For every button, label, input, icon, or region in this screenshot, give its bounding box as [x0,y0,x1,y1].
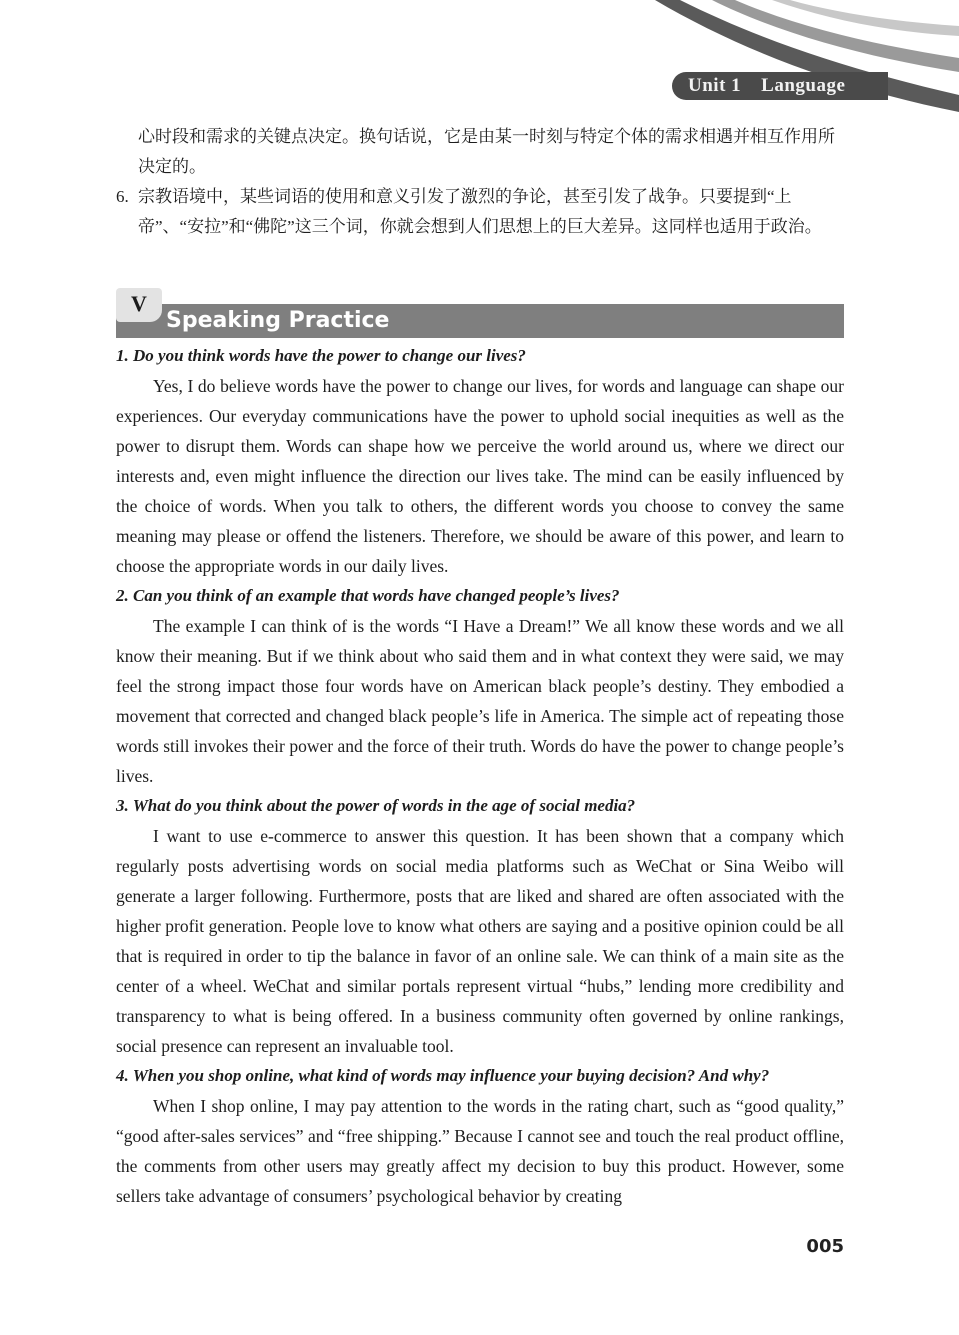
section-title: Speaking Practice [166,308,390,333]
question-2: 2. Can you think of an example that words have changed people’s lives? [116,586,620,605]
page-number: 005 [806,1236,844,1257]
answer-3: I want to use e-commerce to answer this question. It has been shown that a company which regularly posts advertising words on social media platforms such as WeChat or Sina Weibo will generate a larger following. Furthermore, posts that are liked and shared are often associated with the higher profit generation. People love to know what others are saying and a positive opinion could be all that is required in order to tip the balance in favor of an online sale. We can think of a main site as the center of a wheel. WeChat and similar portals represent virtual “hubs,” lending more credibility and transparency to what is being offered. In a business community often governed by online rankings, social presence can represent an invaluable tool. [116,826,844,1056]
unit-label: Unit 1 [688,75,742,96]
question-3: 3. What do you think about the power of words in the age of social media? [116,796,636,815]
answer-2: The example I can think of is the words “I Have a Dream!” We all know these words and we all know their meaning. But if we think about who said them and in what context they were said, we may feel the strong impact those four words have on American black people’s destiny. They embodied a movement that corrected and changed black people’s life in America. The simple act of repeating those words still invokes their power and the force of their truth. Words do have the power to change people’s lives. [116,616,844,786]
unit-title: Language [761,75,846,96]
corner-decoration [0,0,959,140]
chinese-continuation: 心时段和需求的关键点决定。换句话说，它是由某一时刻与特定个体的需求相遇并相互作用所决定的。 [138,127,835,176]
chinese-item-text: 宗教语境中，某些词语的使用和意义引发了激烈的争论，甚至引发了战争。只要提到“上帝”、“安拉”和“佛陀”这三个词，你就会想到人们思想上的巨大差异。这同样也适用于政治。 [138,187,822,236]
question-4: 4. When you shop online, what kind of words may influence your buying decision? And why? [116,1066,770,1085]
chinese-item-6 [116,182,844,242]
question-1: 1. Do you think words have the power to change our lives? [116,346,526,365]
chinese-item-number: 6. [116,187,129,206]
unit-header-tab [672,72,888,100]
answer-1: Yes, I do believe words have the power to change our lives, for words and language can shape our experiences. Our everyday communications have the power to uphold social inequities as well as the power to disrupt them. Words can shape how we perceive the world around us, where we direct our interests and, even might influence the direction our lives take. The mind can be easily influenced by the choice of words. When you talk to others, the different words you choose to convey the same meaning may please or offend the listeners. Therefore, we should be aware of this power, and learn to choose the appropriate words in our daily lives. [116,376,844,576]
answer-4: When I shop online, I may pay attention to the words in the rating chart, such as “good quality,” “good after-sales services” and “free shipping.” Because I cannot see and touch the real product offline, the comments from other users may greatly affect my decision to buy this product. However, some sellers take advantage of consumers’ psychological behavior by creating [116,1096,844,1206]
speaking-practice-content [116,341,844,1211]
section-numeral-badge: V [116,288,162,322]
